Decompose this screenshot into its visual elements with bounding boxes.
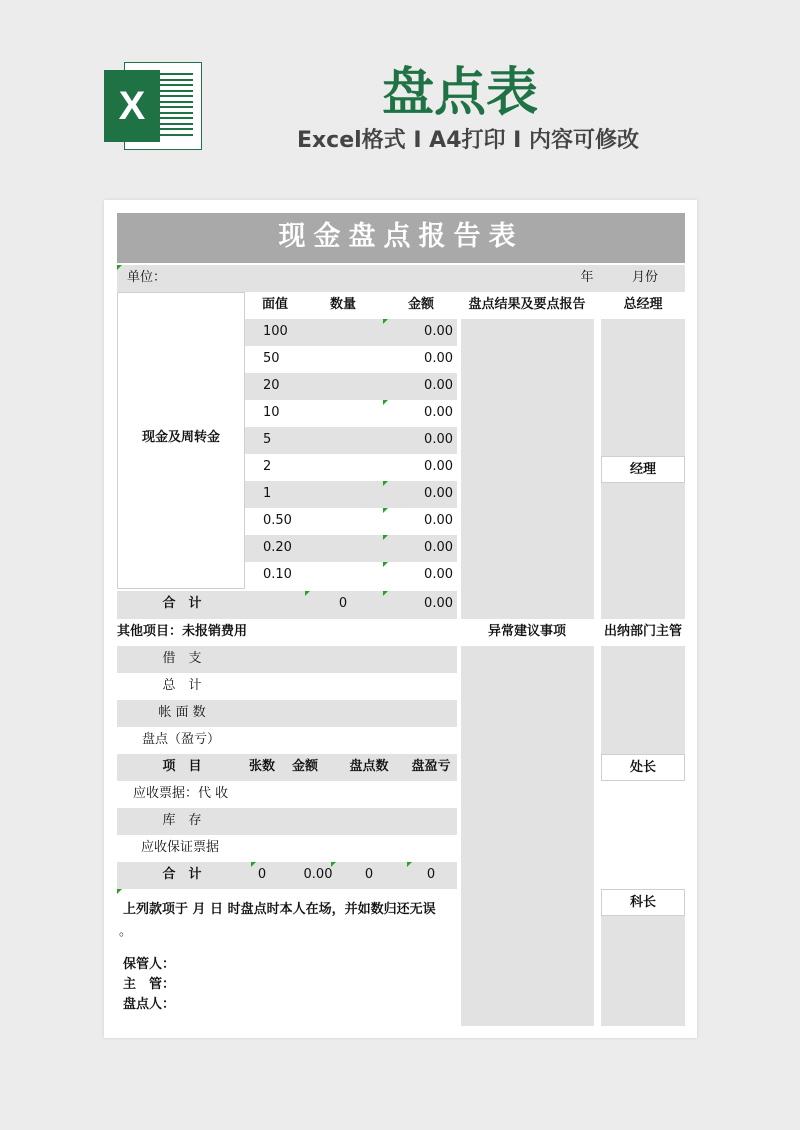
col-item: 项 目 — [162, 759, 202, 774]
cash-label: 现金及周转金 — [141, 430, 220, 445]
face-value: 0.10 — [263, 567, 292, 582]
face-value: 2 — [263, 459, 272, 474]
counter-label: 盘点人： — [123, 997, 176, 1012]
amount-value: 0.00 — [424, 378, 453, 393]
abnormal-area — [461, 646, 594, 1026]
page-subtitle: Excel格式 I A4打印 I 内容可修改 — [296, 128, 640, 153]
chief-label: 科长 — [601, 889, 685, 916]
result-area — [461, 319, 594, 619]
section-chief-sign-area — [601, 781, 685, 889]
sum-label: 总 计 — [162, 678, 202, 693]
count-label: 盘点（盈亏） — [141, 732, 220, 747]
note-line1: 上列款项于 月 日 时盘点时本人在场，并如数归还无误 — [123, 902, 436, 917]
total2-label: 合 计 — [162, 867, 202, 882]
year-label: 年 — [580, 270, 594, 285]
col-amount: 金额 — [407, 297, 434, 312]
guarantee-label: 应收保证票据 — [141, 840, 220, 855]
amount-value: 0.00 — [424, 567, 453, 582]
total-label: 合 计 — [162, 596, 202, 611]
col-face-value: 面值 — [261, 297, 288, 312]
face-value: 20 — [263, 378, 280, 393]
other-items-label: 其他项目：未报销费用 — [117, 624, 248, 639]
month-label: 月份 — [631, 270, 658, 285]
sheet-title: 现金盘点报告表 — [117, 213, 685, 263]
col-sheets: 张数 — [248, 759, 275, 774]
total2-gainloss: 0 — [426, 867, 436, 882]
total2-sheets: 0 — [257, 867, 267, 882]
col-general-manager: 总经理 — [623, 297, 663, 312]
col-item-amount: 金额 — [291, 759, 318, 774]
unit-label: 单位： — [127, 270, 167, 285]
gm-sign-area — [601, 319, 685, 456]
amount-value: 0.00 — [424, 351, 453, 366]
supervisor-label: 主 管： — [123, 977, 176, 992]
debit-label: 借 支 — [162, 651, 202, 666]
total2-amount: 0.00 — [303, 867, 333, 882]
col-gainloss: 盘盈亏 — [411, 759, 451, 774]
face-value: 0.20 — [263, 540, 292, 555]
col-counted: 盘点数 — [349, 759, 389, 774]
col-quantity: 数量 — [329, 297, 356, 312]
cashier-head-label: 出纳部门主管 — [603, 624, 682, 639]
amount-value: 0.00 — [424, 432, 453, 447]
amount-value: 0.00 — [424, 405, 453, 420]
receivable-label: 应收票据：代 收 — [133, 786, 229, 801]
face-value: 50 — [263, 351, 280, 366]
col-result: 盘点结果及要点报告 — [468, 297, 586, 312]
cashier-head-sign-area — [601, 646, 685, 754]
face-value: 0.50 — [263, 513, 292, 528]
chief-sign-area — [601, 916, 685, 1026]
stock-label: 库 存 — [162, 813, 202, 828]
manager-sign-area — [601, 483, 685, 619]
manager-label: 经理 — [601, 456, 685, 483]
amount-value: 0.00 — [424, 324, 453, 339]
section-chief-label: 处长 — [601, 754, 685, 781]
excel-badge: X — [104, 70, 160, 142]
page-title: 盘点表 — [381, 63, 538, 123]
face-value: 10 — [263, 405, 280, 420]
abnormal-label: 异常建议事项 — [487, 624, 566, 639]
face-value: 100 — [263, 324, 288, 339]
total-qty: 0 — [338, 596, 348, 611]
amount-value: 0.00 — [424, 459, 453, 474]
keeper-label: 保管人： — [123, 957, 176, 972]
total2-counted: 0 — [364, 867, 374, 882]
face-value: 5 — [263, 432, 272, 447]
face-value: 1 — [263, 486, 272, 501]
excel-logo-icon — [104, 62, 202, 150]
note-line2: 。 — [119, 924, 133, 939]
amount-value: 0.00 — [424, 486, 453, 501]
total-amount: 0.00 — [424, 596, 453, 611]
amount-value: 0.00 — [424, 540, 453, 555]
book-label: 帐 面 数 — [158, 705, 206, 720]
amount-value: 0.00 — [424, 513, 453, 528]
